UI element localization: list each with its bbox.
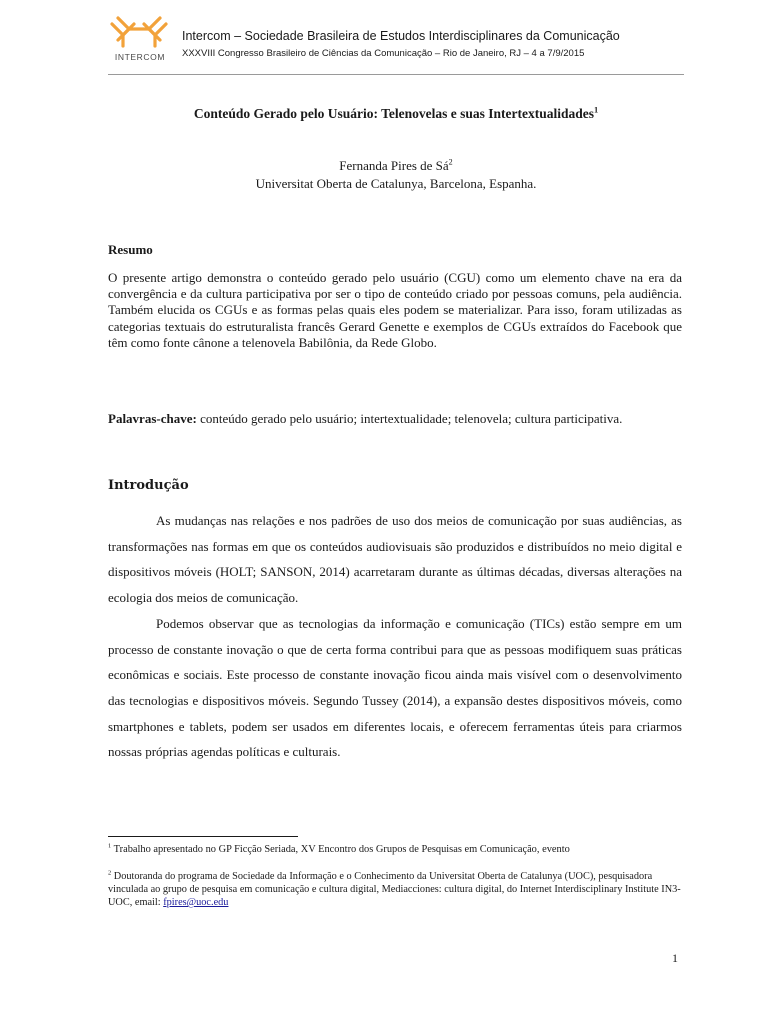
footnote-1-text: Trabalho apresentado no GP Ficção Seriada, XV Encontro dos Grupos de Pesquisas em Comunicação, evento	[113, 844, 570, 855]
footnote-2-text: Doutoranda do programa de Sociedade da Informação e o Conhecimento da Universitat Oberta de Catalunya (UOC), pesquisadora vinculada ao grupo de pesquisa em comunicação e cultura digital, Mediacciones: cultura digital, do Internet Interdisciplinary Institute IN3-UOC, email:	[108, 871, 681, 908]
abstract-heading: Resumo	[108, 242, 153, 257]
conference-header	[108, 14, 684, 74]
footnote-1-number: 1	[108, 842, 112, 850]
footnote-separator	[108, 836, 298, 837]
congress-info: XXXVIII Congresso Brasileiro de Ciências da Comunicação – Rio de Janeiro, RJ – 4 a 7/9/2015	[182, 48, 585, 59]
page-number: 1	[672, 951, 678, 965]
introduction-body	[108, 508, 682, 765]
author-affiliation: Universitat Oberta de Catalunya, Barcelona, Espanha.	[255, 176, 537, 191]
author-footnote-ref[interactable]: 2	[448, 157, 453, 167]
author-email-link[interactable]: fpires@uoc.edu	[163, 897, 229, 908]
keywords-label: Palavras-chave:	[108, 411, 197, 426]
logo-wordmark: INTERCOM	[114, 52, 166, 62]
keywords-text: conteúdo gerado pelo usuário; intertextualidade; telenovela; cultura participativa.	[200, 411, 623, 426]
author-name	[108, 158, 684, 174]
paper-title-text: Conteúdo Gerado pelo Usuário: Telenovelas e suas Intertextualidades	[193, 106, 594, 121]
intro-paragraph-1: As mudanças nas relações e nos padrões de uso dos meios de comunicação por suas audiências, as transformações nas formas em que os conteúdos audiovisuais são produzidos e distribuídos no meio digital e dispositivos móveis (HOLT; SANSON, 2014) acarretaram durante as últimas décadas, diversas alterações na ecologia dos meios de comunicação.	[108, 513, 682, 606]
intro-paragraph-2: Podemos observar que as tecnologias da informação e comunicação (TICs) estão sempre em um processo de constante inovação o que de certa forma contribui para que as pessoas modifiquem suas práticas econômicas e sociais. Este processo de constante inovação ficou ainda mais visível com o desenvolvimento das tecnologias e dispositivos móveis. Segundo Tussey (2014), a expansão destes dispositivos móveis, como smartphones e tablets, podem ser usados em diferentes locais, e oferecem ferramentas úteis para criarmos nossas próprias agendas políticas e culturais.	[108, 615, 682, 760]
footnote-1	[108, 843, 682, 856]
footnote-2-number: 2	[108, 869, 112, 877]
organization-name: Intercom – Sociedade Brasileira de Estudos Interdisciplinares da Comunicação	[182, 29, 620, 43]
author-name-text: Fernanda Pires de Sá	[339, 158, 449, 173]
title-footnote-ref[interactable]: 1	[593, 105, 599, 115]
abstract-text: O presente artigo demonstra o conteúdo gerado pelo usuário (CGU) como um elemento chave na era da convergência e da cultura participativa por ser o tipo de conteúdo criado por pessoas comuns, pela audiência. Também elucida os CGUs e as formas pelas quais eles podem se materializar. Para isso, foram utilizadas as categorias textuais do estruturalista francês Gerard Genette e exemplos de CGUs extraídos do Facebook que têm como fonte cânone a telenovela Babilônia, da Rede Globo.	[108, 270, 682, 350]
keywords	[108, 411, 682, 427]
footnote-2	[108, 870, 684, 909]
paper-title	[108, 106, 684, 122]
header-divider	[108, 74, 684, 75]
introduction-heading: Introdução	[108, 478, 189, 493]
